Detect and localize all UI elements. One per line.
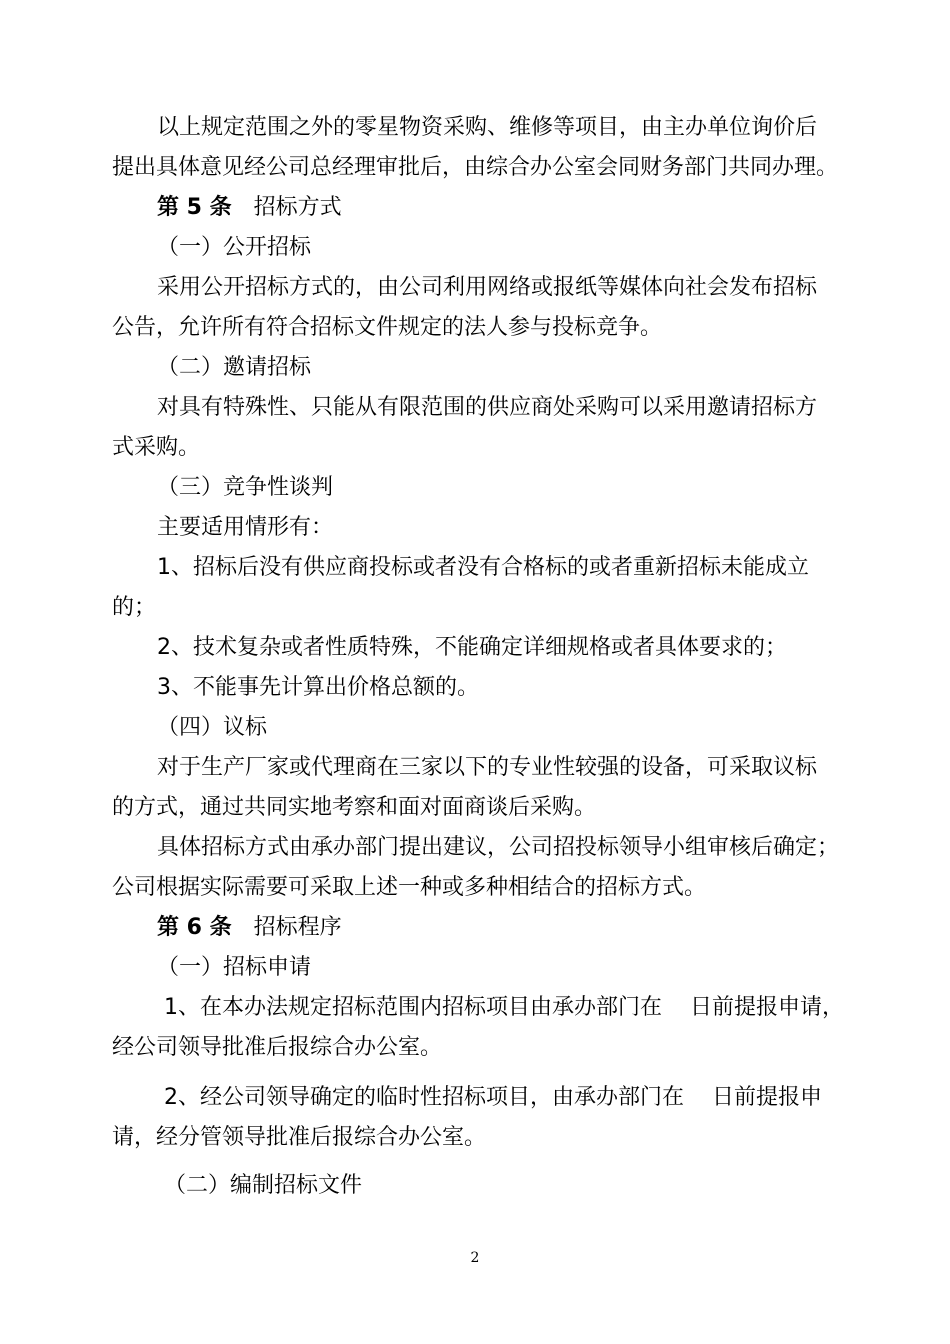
list-item: 3、不能事先计算出价格总额的。	[157, 675, 479, 700]
section-heading: （三）竞争性谈判	[157, 475, 334, 500]
list-item: 的；	[112, 595, 157, 620]
section-heading: （四）议标	[157, 715, 268, 740]
paragraph-line: 对于生产厂家或代理商在三家以下的专业性较强的设备，可采取议标	[157, 755, 818, 780]
paragraph-line: 的方式，通过共同实地考察和面对面商谈后采购。	[112, 795, 597, 820]
paragraph-line: 公告，允许所有符合招标文件规定的法人参与投标竞争。	[112, 315, 663, 340]
article-number: 第 5 条	[157, 195, 232, 220]
article-5-heading	[157, 188, 897, 228]
list-item: 1、在本办法规定招标范围内招标项目由承办部门在 日前提报申请，	[157, 995, 844, 1020]
list-item: 2、技术复杂或者性质特殊，不能确定详细规格或者具体要求的；	[157, 635, 787, 660]
list-item: 请，经分管领导批准后报综合办公室。	[112, 1125, 487, 1150]
paragraph-line: 以上规定范围之外的零星物资采购、维修等项目，由主办单位询价后	[157, 115, 818, 140]
article-title: 招标程序	[253, 915, 342, 940]
section-heading: （二）邀请招标	[157, 355, 312, 380]
paragraph-line: 对具有特殊性、只能从有限范围的供应商处采购可以采用邀请招标方	[157, 395, 818, 420]
section-heading: （一）公开招标	[157, 235, 312, 260]
article-number: 第 6 条	[157, 915, 232, 940]
section-heading: （一）招标申请	[157, 955, 312, 980]
paragraph-line: 主要适用情形有：	[157, 515, 334, 540]
list-item: 经公司领导批准后报综合办公室。	[112, 1035, 443, 1060]
article-title: 招标方式	[253, 195, 342, 220]
page-number: 2	[470, 1250, 480, 1266]
article-6-heading	[157, 908, 897, 948]
paragraph-line: 公司根据实际需要可采取上述一种或多种相结合的招标方式。	[112, 875, 707, 900]
paragraph-line: 采用公开招标方式的，由公司利用网络或报纸等媒体向社会发布招标	[157, 275, 818, 300]
paragraph-line: 式采购。	[112, 435, 201, 460]
section-heading: （二）编制招标文件	[157, 1173, 362, 1198]
list-item: 1、招标后没有供应商投标或者没有合格标的或者重新招标未能成立	[157, 555, 809, 580]
list-item: 2、经公司领导确定的临时性招标项目，由承办部门在 日前提报申	[157, 1085, 822, 1110]
paragraph-line: 具体招标方式由承办部门提出建议，公司招投标领导小组审核后确定；	[157, 835, 840, 860]
paragraph-line: 提出具体意见经公司总经理审批后，由综合办公室会同财务部门共同办理。	[112, 155, 839, 180]
